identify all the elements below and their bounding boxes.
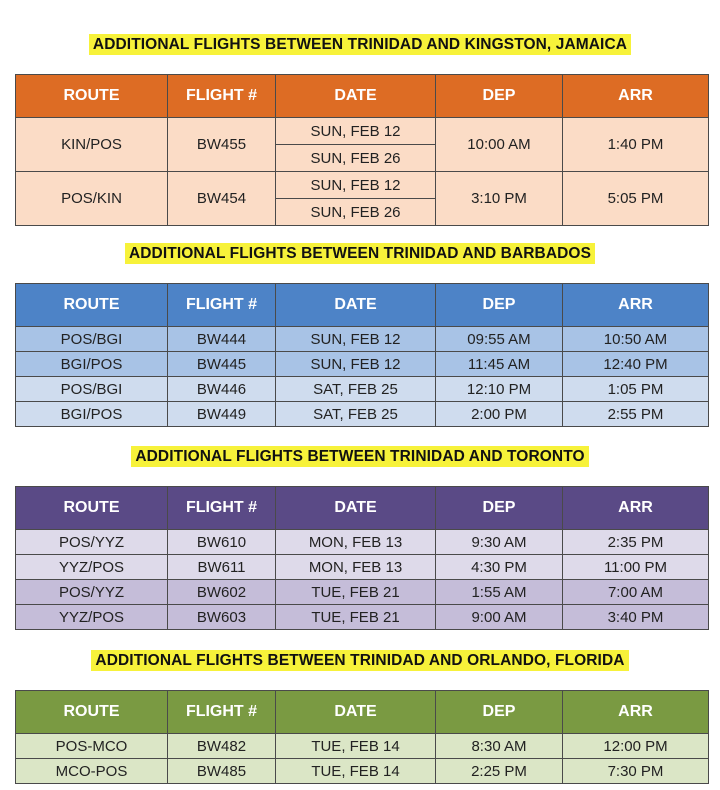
flight-cell: BW446: [168, 377, 276, 402]
date-cell: SUN, FEB 26: [276, 199, 436, 226]
header-flight: FLIGHT #: [168, 75, 276, 118]
table-header-row: [16, 284, 709, 327]
arr-cell: 7:30 PM: [563, 759, 709, 784]
header-arr: ARR: [563, 284, 709, 327]
table-row: [16, 605, 709, 630]
arr-cell: 3:40 PM: [563, 605, 709, 630]
orlando-section-title: ADDITIONAL FLIGHTS BETWEEN TRINIDAD AND ORLANDO, FLORIDA: [0, 652, 720, 670]
arr-cell: 2:55 PM: [563, 402, 709, 427]
header-date: DATE: [276, 691, 436, 734]
dep-cell: 2:00 PM: [436, 402, 563, 427]
flight-cell: BW482: [168, 734, 276, 759]
table-row: [16, 327, 709, 352]
date-cell: TUE, FEB 21: [276, 580, 436, 605]
date-cell: SUN, FEB 12: [276, 172, 436, 199]
header-dep: DEP: [436, 691, 563, 734]
table-row: [16, 402, 709, 427]
flight-cell: BW444: [168, 327, 276, 352]
arr-cell: 1:40 PM: [563, 118, 709, 172]
date-cell: SUN, FEB 12: [276, 327, 436, 352]
header-route: ROUTE: [16, 487, 168, 530]
header-date: DATE: [276, 75, 436, 118]
header-route: ROUTE: [16, 284, 168, 327]
date-cell: MON, FEB 13: [276, 555, 436, 580]
header-arr: ARR: [563, 487, 709, 530]
route-cell: POS/YYZ: [16, 530, 168, 555]
flight-cell: BW449: [168, 402, 276, 427]
route-cell: POS-MCO: [16, 734, 168, 759]
arr-cell: 2:35 PM: [563, 530, 709, 555]
toronto-flights-table: [15, 486, 709, 630]
header-arr: ARR: [563, 75, 709, 118]
table-row: [16, 377, 709, 402]
dep-cell: 9:30 AM: [436, 530, 563, 555]
toronto-section-title: ADDITIONAL FLIGHTS BETWEEN TRINIDAD AND TORONTO: [0, 448, 720, 466]
route-cell: KIN/POS: [16, 118, 168, 172]
dep-cell: 8:30 AM: [436, 734, 563, 759]
header-route: ROUTE: [16, 691, 168, 734]
table-header-row: [16, 75, 709, 118]
dep-cell: 2:25 PM: [436, 759, 563, 784]
route-cell: YYZ/POS: [16, 605, 168, 630]
flight-cell: BW455: [168, 118, 276, 172]
flight-cell: BW603: [168, 605, 276, 630]
header-date: DATE: [276, 487, 436, 530]
flight-cell: BW445: [168, 352, 276, 377]
table-header-row: [16, 691, 709, 734]
jamaica-section-title: ADDITIONAL FLIGHTS BETWEEN TRINIDAD AND KINGSTON, JAMAICA: [0, 36, 720, 54]
route-cell: MCO-POS: [16, 759, 168, 784]
arr-cell: 5:05 PM: [563, 172, 709, 226]
dep-cell: 4:30 PM: [436, 555, 563, 580]
route-cell: BGI/POS: [16, 402, 168, 427]
arr-cell: 12:40 PM: [563, 352, 709, 377]
flight-cell: BW485: [168, 759, 276, 784]
arr-cell: 7:00 AM: [563, 580, 709, 605]
arr-cell: 11:00 PM: [563, 555, 709, 580]
flight-cell: BW602: [168, 580, 276, 605]
date-cell: SAT, FEB 25: [276, 377, 436, 402]
date-cell: SUN, FEB 12: [276, 118, 436, 145]
header-dep: DEP: [436, 487, 563, 530]
table-header-row: [16, 487, 709, 530]
route-cell: BGI/POS: [16, 352, 168, 377]
arr-cell: 1:05 PM: [563, 377, 709, 402]
route-cell: POS/BGI: [16, 377, 168, 402]
dep-cell: 1:55 AM: [436, 580, 563, 605]
arr-cell: 10:50 AM: [563, 327, 709, 352]
table-row: [16, 352, 709, 377]
date-cell: TUE, FEB 21: [276, 605, 436, 630]
route-cell: YYZ/POS: [16, 555, 168, 580]
arr-cell: 12:00 PM: [563, 734, 709, 759]
barbados-flights-table: [15, 283, 709, 427]
table-row: [16, 734, 709, 759]
header-date: DATE: [276, 284, 436, 327]
date-cell: SUN, FEB 26: [276, 145, 436, 172]
table-row: [16, 580, 709, 605]
dep-cell: 12:10 PM: [436, 377, 563, 402]
header-flight: FLIGHT #: [168, 691, 276, 734]
table-row: [16, 118, 709, 145]
barbados-section-title: ADDITIONAL FLIGHTS BETWEEN TRINIDAD AND BARBADOS: [0, 245, 720, 263]
jamaica-flights-table: [15, 74, 709, 226]
flight-cell: BW611: [168, 555, 276, 580]
flight-cell: BW610: [168, 530, 276, 555]
route-cell: POS/BGI: [16, 327, 168, 352]
header-flight: FLIGHT #: [168, 487, 276, 530]
dep-cell: 09:55 AM: [436, 327, 563, 352]
date-cell: TUE, FEB 14: [276, 759, 436, 784]
header-route: ROUTE: [16, 75, 168, 118]
dep-cell: 3:10 PM: [436, 172, 563, 226]
header-dep: DEP: [436, 75, 563, 118]
header-arr: ARR: [563, 691, 709, 734]
flight-cell: BW454: [168, 172, 276, 226]
table-row: [16, 555, 709, 580]
date-cell: SAT, FEB 25: [276, 402, 436, 427]
dep-cell: 9:00 AM: [436, 605, 563, 630]
dep-cell: 11:45 AM: [436, 352, 563, 377]
dep-cell: 10:00 AM: [436, 118, 563, 172]
date-cell: MON, FEB 13: [276, 530, 436, 555]
header-flight: FLIGHT #: [168, 284, 276, 327]
table-row: [16, 759, 709, 784]
route-cell: POS/KIN: [16, 172, 168, 226]
header-dep: DEP: [436, 284, 563, 327]
table-row: [16, 530, 709, 555]
orlando-flights-table: [15, 690, 709, 784]
date-cell: SUN, FEB 12: [276, 352, 436, 377]
date-cell: TUE, FEB 14: [276, 734, 436, 759]
table-row: [16, 172, 709, 199]
route-cell: POS/YYZ: [16, 580, 168, 605]
